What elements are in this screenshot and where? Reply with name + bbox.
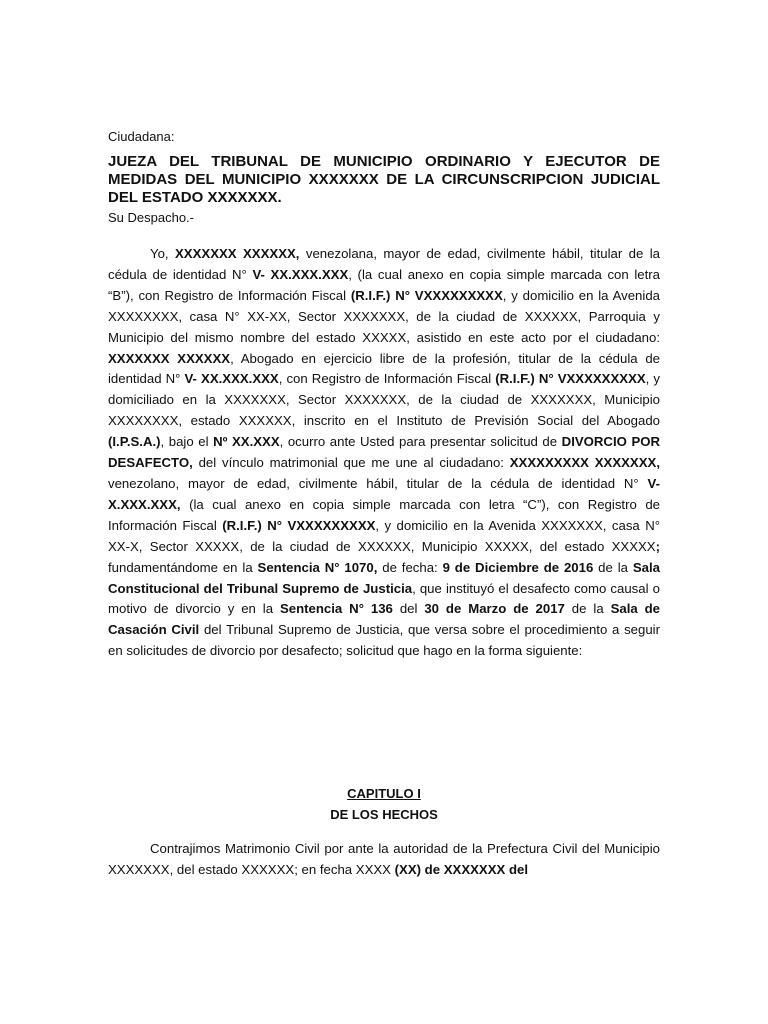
chapter-subtitle: DE LOS HECHOS	[330, 807, 438, 822]
su-despacho: Su Despacho.-	[108, 210, 194, 225]
salutation: Ciudadana:	[108, 129, 175, 144]
chapter-title: CAPITULO I	[347, 786, 421, 801]
addressee-heading: JUEZA DEL TRIBUNAL DE MUNICIPIO ORDINARIO Y EJECUTOR DE MEDIDAS DEL MUNICIPIO XXXXXXX DE LA CIRCUNSCRIPCION JUDICIAL DEL ESTADO XXXXXXX.	[108, 153, 660, 206]
facts-paragraph: Contrajimos Matrimonio Civil por ante la autoridad de la Prefectura Civil del Municipio XXXXXXX, del estado XXXXXX; en fecha XXXX (XX) de XXXXXXX del	[108, 841, 660, 877]
petition-paragraph: Yo, XXXXXXX XXXXXX, venezolana, mayor de edad, civilmente hábil, titular de la cédula de identidad N° V- XX.XXX.XXX, (la cual anexo en copia simple marcada con letra “B”), con Registro de Información Fiscal (R.I.F.) N° VXXXXXXXXX, y domicilio en la Avenida XXXXXXXX, casa N° XX-XX, Sector XXXXXXX, de la ciudad de XXXXXX, Parroquia y Municipio del mismo nombre del estado XXXXX, asistido en este acto por el ciudadano: XXXXXXX XXXXXX, Abogado en ejercicio libre de la profesión, titular de la cédula de identidad N° V- XX.XXX.XXX, con Registro de Información Fiscal (R.I.F.) N° VXXXXXXXXX, y domiciliado en la XXXXXXX, Sector XXXXXXX, de la ciudad de XXXXXXX, Municipio XXXXXXXX, estado XXXXXX, inscrito en el Instituto de Previsión Social del Abogado (I.P.S.A.), bajo el Nº XX.XXX, ocurro ante Usted para presentar solicitud de DIVORCIO POR DESAFECTO, del vínculo matrimonial que me une al ciudadano: XXXXXXXXX XXXXXXX, venezolano, mayor de edad, civilmente hábil, titular de la cédula de identidad N° V- X.XXX.XXX, (la cual anexo en copia simple marcada con letra “C”), con Registro de Información Fiscal (R.I.F.) N° VXXXXXXXXX, y domicilio en la Avenida XXXXXXX, casa N° XX-X, Sector XXXXX, de la ciudad de XXXXXX, Municipio XXXXX, del estado XXXXX; fundamentándome en la Sentencia N° 1070, de fecha: 9 de Diciembre de 2016 de la Sala Constitucional del Tribunal Supremo de Justicia, que instituyó el desafecto como causal o motivo de divorcio y en la Sentencia N° 136 del 30 de Marzo de 2017 de la Sala de Casación Civil del Tribunal Supremo de Justicia, que versa sobre el procedimiento a seguir en solicitudes de divorcio por desafecto; solicitud que hago en la forma siguiente:	[108, 246, 661, 659]
